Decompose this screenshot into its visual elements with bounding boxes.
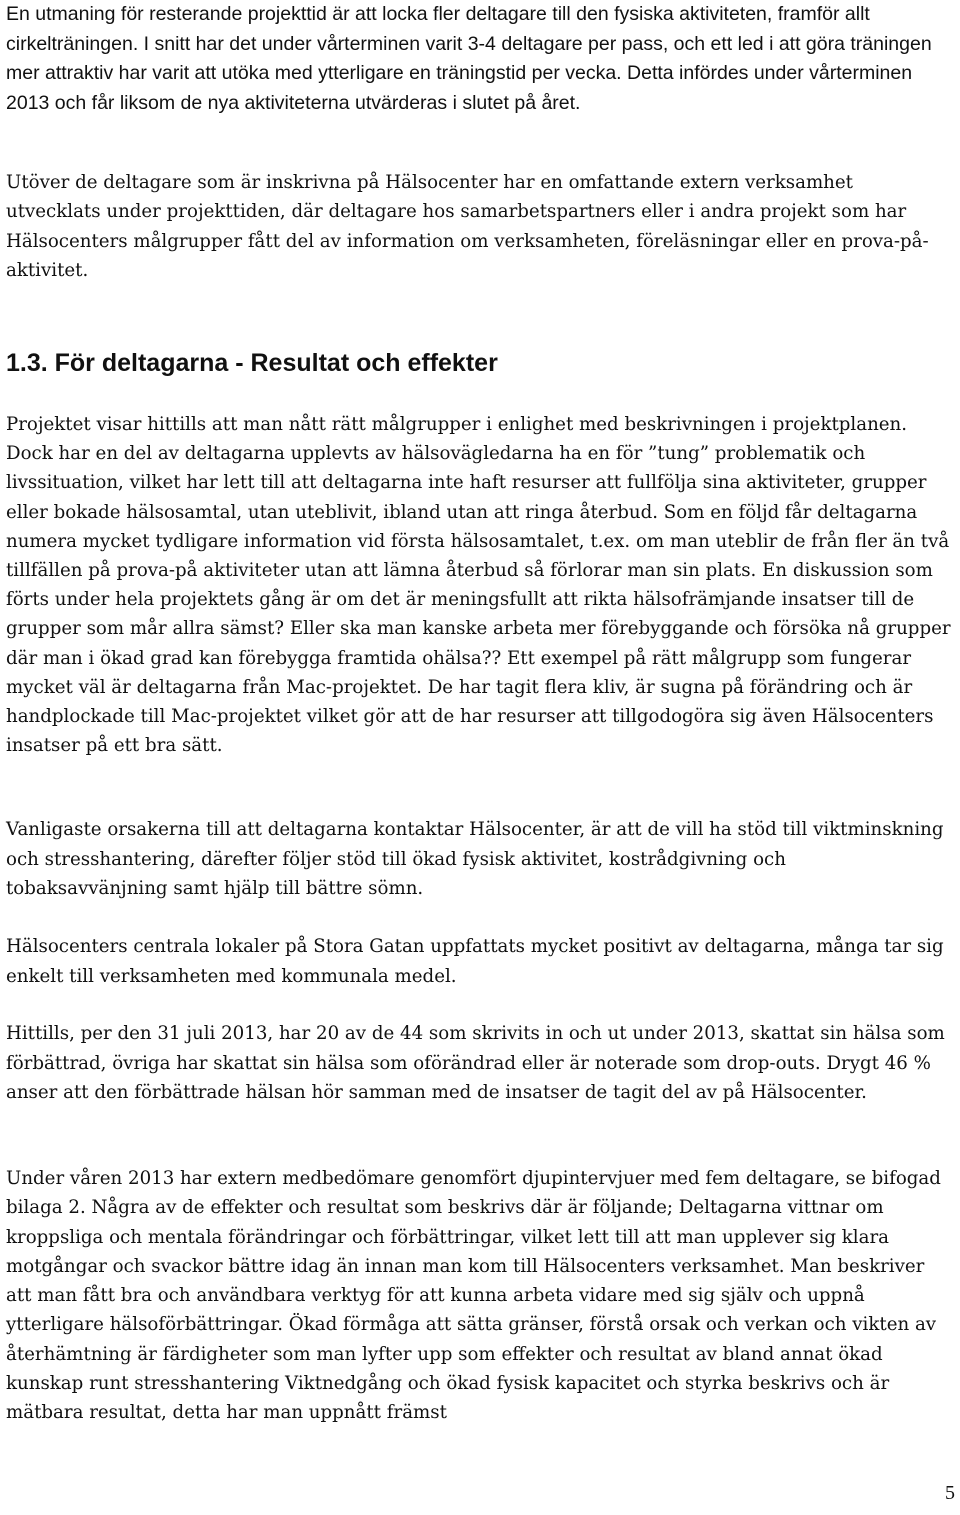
interviews-block: [6, 1164, 952, 1428]
statistics-block: [6, 1019, 952, 1108]
premises-paragraph: Hälsocenters centrala lokaler på Stora Gatan uppfattats mycket positivt av deltagarna, många tar sig enkelt till verksamheten med kommunala medel.: [6, 936, 944, 987]
results-block: [6, 410, 952, 760]
intro-paragraph-block: [6, 0, 952, 118]
page-number: 5: [945, 1482, 955, 1504]
intro-paragraph: En utmaning för resterande projekttid är att locka fler deltagare till den fysiska aktiviteten, framför allt cirkelträningen. I snitt har det under vårterminen varit 3-4 deltagare per pass, och ett led i att göra träningen mer attraktiv har varit att utöka med ytterligare en träningstid per vecka. Detta infördes under vårterminen 2013 och får liksom de nya aktiviteterna utvärderas i slutet på året.: [6, 3, 932, 114]
section-heading: 1.3. För deltagarna - Resultat och effekter: [6, 349, 498, 377]
external-activity-paragraph: Utöver de deltagare som är inskrivna på Hälsocenter har en omfattande extern verksamhet utvecklats under projekttiden, där deltagare hos samarbetspartners eller i andra projekt som har Hälsocenters målgrupper fått del av information om verksamheten, föreläsningar eller en prova-på- aktivitet.: [6, 172, 929, 281]
premises-block: [6, 932, 952, 991]
interviews-paragraph: Under våren 2013 har extern medbedömare genomfört djupintervjuer med fem deltagare, se bifogad bilaga 2. Några av de effekter och resultat som beskrivs där är följande; Deltagarna vittnar om kroppsliga och mentala förändringar och förbättringar, vilket lett till att man upplever sig klara motgångar och svackor bättre idag än innan man kom till Hälsocenters verksamhet. Man beskriver att man fått bra och användbara verktyg för att kunna arbeta vidare med sig själv och uppnå ytterligare hälsoförbättringar. Ökad förmåga att sätta gränser, förstå orsak och verkan och vikten av återhämtning är färdigheter som man lyfter upp som effekter och resultat av bland annat ökad kunskap runt stresshantering Viktnedgång och ökad fysisk kapacitet och styrka beskrivs och är mätbara resultat, detta har man uppnått främst: [6, 1168, 941, 1424]
reasons-block: [6, 815, 952, 904]
external-activity-block: [6, 168, 952, 285]
reasons-paragraph: Vanligaste orsakerna till att deltagarna kontaktar Hälsocenter, är att de vill ha stöd till viktminskning och stresshantering, därefter följer stöd till ökad fysisk aktivitet, kostrådgivning och tobaksavvänjning samt hjälp till bättre sömn.: [6, 819, 944, 899]
results-paragraph: Projektet visar hittills att man nått rätt målgrupper i enlighet med beskrivningen i projektplanen. Dock har en del av deltagarna upplevts av hälsovägledarna ha en för ”tung” problematik och livssituation, vilket har lett till att deltagarna inte haft resurser att fullfölja sina aktiviteter, grupper eller bokade hälsosamtal, utan uteblivit, ibland utan att ringa återbud. Som en följd får deltagarna numera mycket tydligare information vid första hälsosamtalet, t.ex. om man uteblir de från fler än två tillfällen på prova-på aktiviteter utan att lämna återbud så förlorar man sin plats. En diskussion som förts under hela projektets gång är om det är meningsfullt att rikta hälsofrämjande insatser till de grupper som mår allra sämst? Eller ska man kanske arbeta mer förebyggande och försöka nå grupper där man i ökad grad kan förebygga framtida ohälsa?? Ett exempel på rätt målgrupp som fungerar mycket väl är deltagarna från Mac-projektet. De har tagit flera kliv, är sugna på förändring och är handplockade till Mac-projektet vilket gör att de har resurser att tillgodogöra sig även Hälsocenters insatser på ett bra sätt.: [6, 414, 951, 757]
statistics-paragraph: Hittills, per den 31 juli 2013, har 20 av de 44 som skrivits in och ut under 2013, skattat sin hälsa som förbättrad, övriga har skattat sin hälsa som oförändrad eller är noterade som drop-outs. Drygt 46 % anser att den förbättrade hälsan hör samman med de insatser de tagit del av på Hälsocenter.: [6, 1023, 945, 1103]
